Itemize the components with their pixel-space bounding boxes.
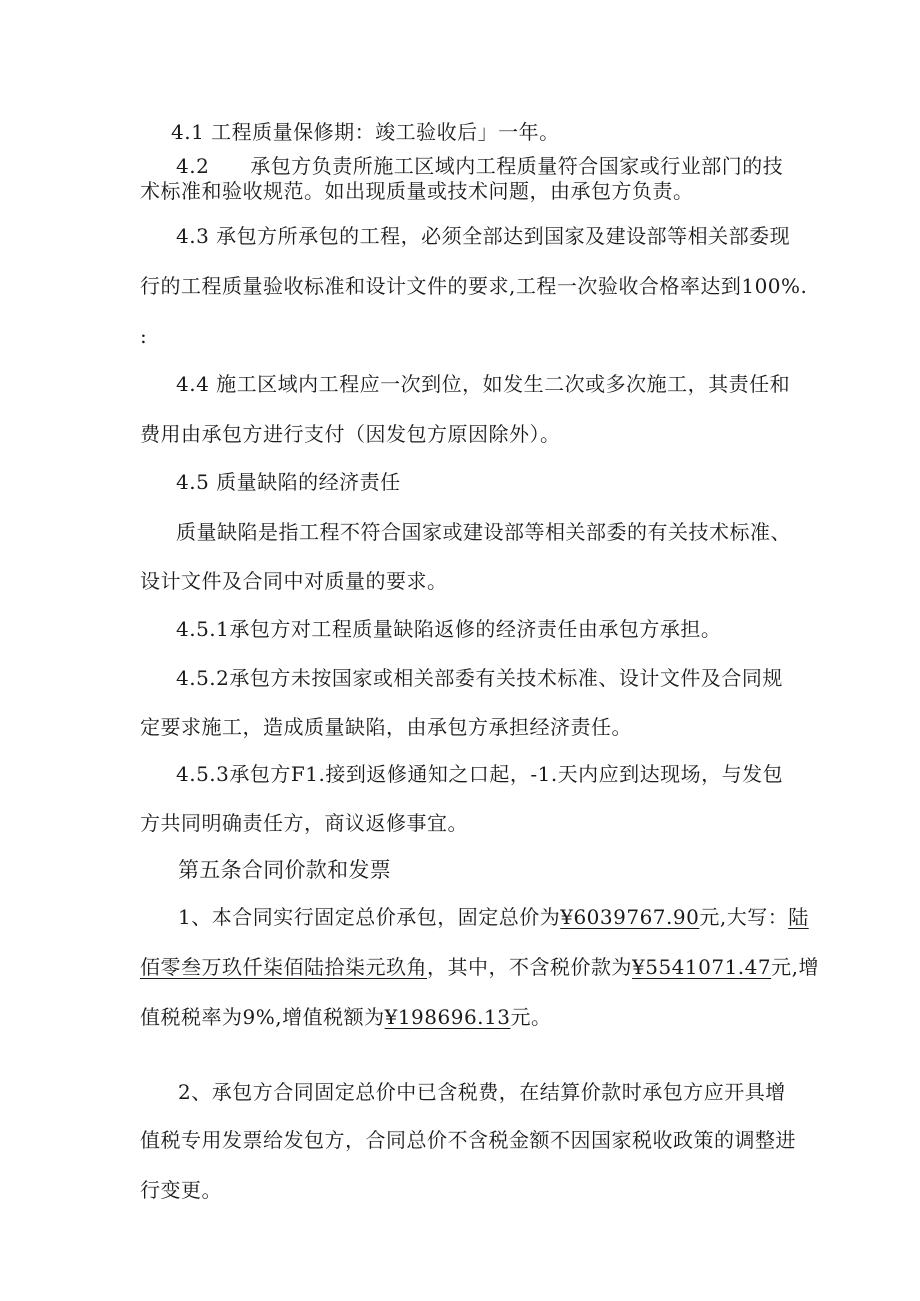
clause-4-5-3-line-2: 方共同明确责任方，商议返修事宜。 <box>140 811 468 835</box>
price-text-c: ，其中，不含税价款为 <box>427 955 632 979</box>
quality-defect-definition-line-2: 设计文件及合同中对质量的要求。 <box>140 569 448 593</box>
article-5-heading: 第五条合同价款和发票 <box>178 858 391 882</box>
price-in-words: 佰零叁万玖仟柒佰陆拾柒元玖角 <box>140 955 427 979</box>
invoice-paragraph-line-1: 2、承包方合同固定总价中已含税费，在结算价款时承包方应开具增 <box>178 1080 786 1104</box>
invoice-paragraph-line-3: 行变更。 <box>140 1178 222 1202</box>
clause-4-5-3-line-1: 4.5.3承包方F1.接到返修通知之口起，-1.天内应到达现场，与发包 <box>176 762 784 786</box>
invoice-paragraph-line-2: 值税专用发票给发包方，合同总价不含税金额不因国家税收政策的调整进 <box>140 1128 796 1152</box>
clause-4-5-2-line-2: 定要求施工，造成质量缺陷，由承包方承担经济责任。 <box>140 715 632 739</box>
clause-4-1: 4.1 工程质量保修期：竣工验收后」一年。 <box>171 120 560 144</box>
price-text-d: 元,增 <box>771 955 819 979</box>
price-paragraph-line-3 <box>140 1003 551 1031</box>
clause-4-3-line-1: 4.3 承包方所承包的工程，必须全部达到国家及建设部等相关部委现 <box>176 224 791 248</box>
net-price: ¥5541071.47 <box>632 955 772 979</box>
clause-4-2-line-1: 4.2 承包方负责所施工区域内工程质量符合国家或行业部门的技 <box>176 154 784 178</box>
clause-4-4-line-2: 费用由承包方进行支付（因发包方原因除外）。 <box>140 422 561 446</box>
price-paragraph-line-2 <box>140 953 819 981</box>
clause-4-5-1: 4.5.1承包方对工程质量缺陷返修的经济责任由承包方承担。 <box>176 617 722 641</box>
clause-4-3-line-2: 行的工程质量验收标准和设计文件的要求,工程一次验收合格率达到100%. <box>140 274 808 298</box>
clause-4-5-2-line-1: 4.5.2承包方未按国家或相关部委有关技术标准、设计文件及合同规 <box>176 666 783 690</box>
clause-4-2-line-2: 术标准和验收规范。如出现质量或技术问题，由承包方负责。 <box>140 179 694 203</box>
fixed-total-price: ¥6039767.90 <box>560 905 700 929</box>
clause-4-5-title: 4.5 质量缺陷的经济责任 <box>176 470 401 494</box>
clause-4-4-line-1: 4.4 施工区域内工程应一次到位，如发生二次或多次施工，其责任和 <box>176 372 791 396</box>
price-text-a: 1、本合同实行固定总价承包，固定总价为 <box>178 905 561 929</box>
quality-defect-definition-line-1: 质量缺陷是指工程不符合国家或建设部等相关部委的有关技术标准、 <box>176 520 791 544</box>
vat-amount: ¥198696.13 <box>384 1005 511 1029</box>
price-text-e: 值税税率为9%,增值税额为 <box>140 1005 385 1029</box>
price-text-b: 元,大写： <box>699 905 789 929</box>
price-in-words-start: 陆 <box>788 905 809 929</box>
price-text-f: 元。 <box>510 1005 552 1029</box>
price-paragraph-line-1 <box>178 903 809 931</box>
clause-4-3-line-3: : <box>140 324 148 348</box>
